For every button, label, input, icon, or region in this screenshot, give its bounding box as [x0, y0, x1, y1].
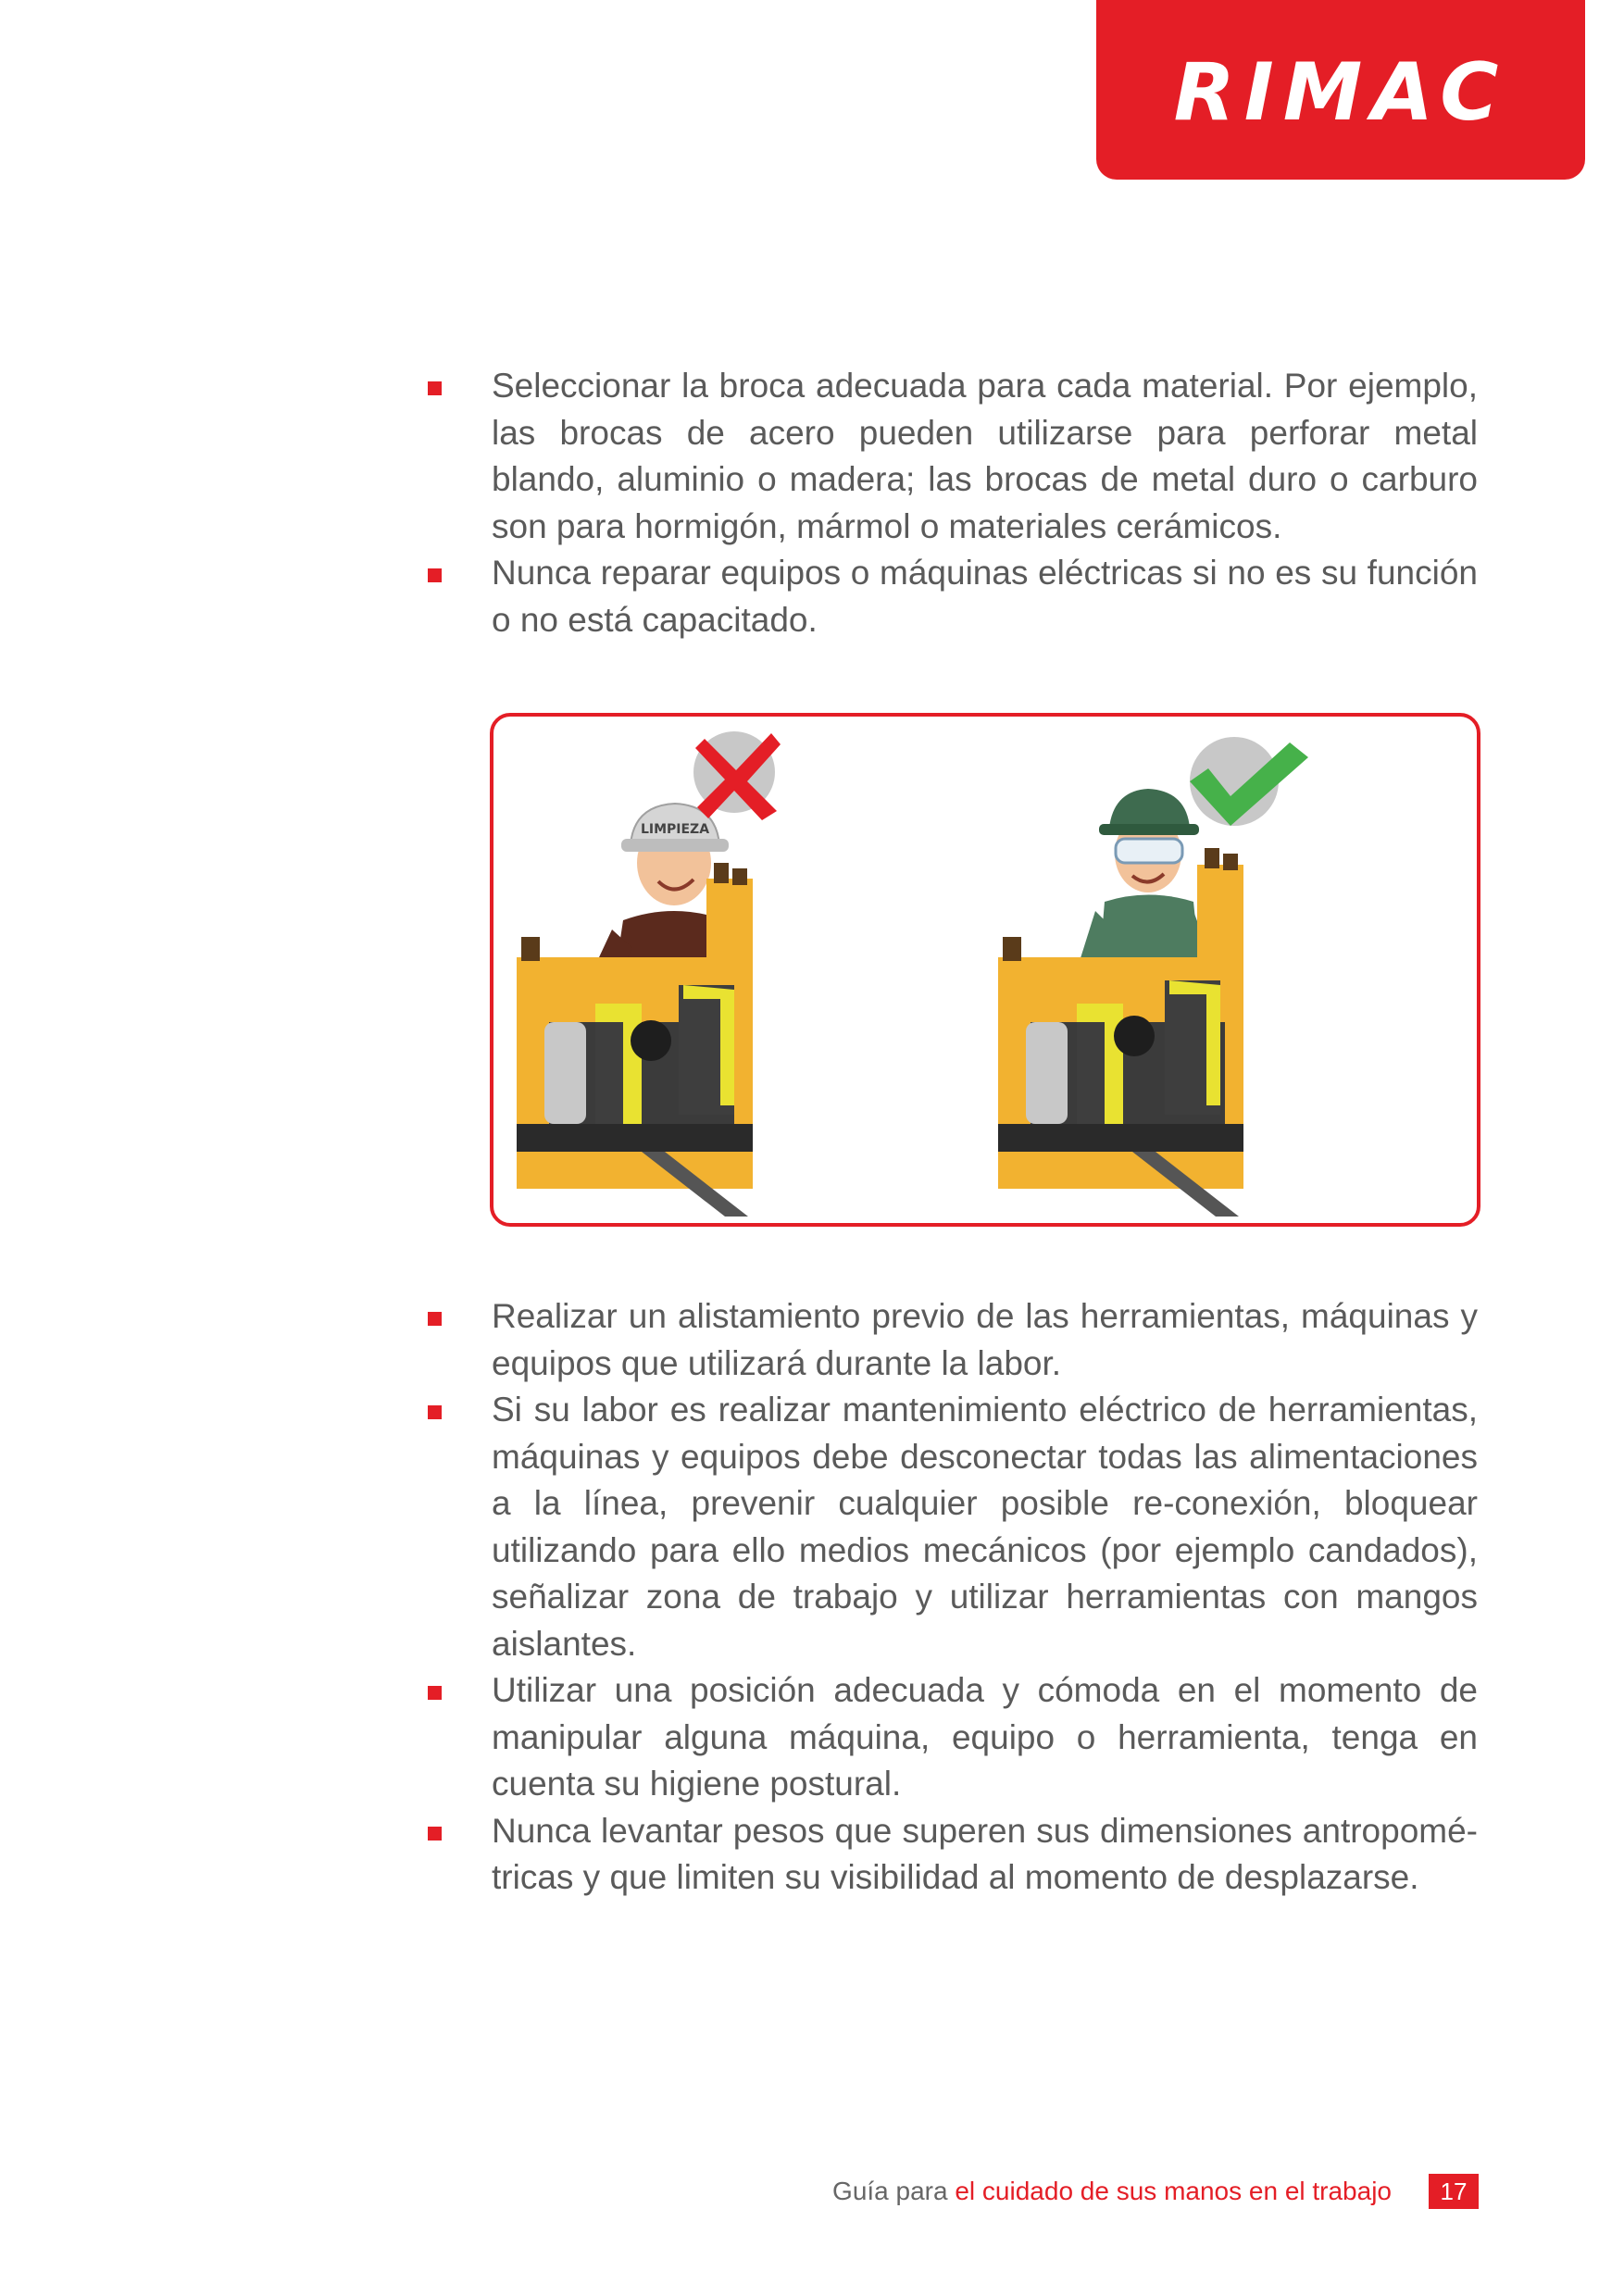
square-bullet-icon: [428, 381, 442, 395]
list-item: Seleccionar la broca adecuada para cada material. Por ejemplo, las brocas de acero pueden utilizarse para perforar metal blando, aluminio o madera; las brocas de metal duro o carburo son para hormigón, mármol o materiales cerámicos.: [424, 363, 1478, 550]
illustration: [493, 717, 1477, 1223]
footer-title: el cuidado de sus manos en el trabajo: [955, 2177, 1392, 2205]
square-bullet-icon: [428, 1405, 442, 1419]
green-check-icon: [1190, 737, 1308, 826]
list-item: Nunca levantar pesos que superen sus dimensiones antropomé-tricas y que limiten su visibilidad al momento de desplazarse.: [424, 1808, 1478, 1902]
bullet-list-bottom: [424, 1293, 1478, 1902]
square-bullet-icon: [428, 1312, 442, 1326]
illustration-frame: [490, 713, 1480, 1227]
list-item: Realizar un alistamiento previo de las herramientas, máquinas y equipos que utilizará durante la labor.: [424, 1293, 1478, 1387]
footer-prefix: Guía para: [832, 2177, 956, 2205]
page-footer: [832, 2174, 1479, 2209]
brand-logo: RIMAC: [1173, 46, 1508, 139]
square-bullet-icon: [428, 1686, 442, 1700]
bullet-list-top: [424, 363, 1478, 643]
wrong-scene: [517, 731, 781, 1217]
right-scene: [998, 737, 1308, 1217]
square-bullet-icon: [428, 1827, 442, 1841]
list-item: Nunca reparar equipos o máquinas eléctricas si no es su función o no está capacitado.: [424, 550, 1478, 643]
page-number: 17: [1429, 2174, 1479, 2209]
red-x-icon: [693, 731, 781, 820]
lathe-machine-left: [517, 863, 753, 1217]
list-item: Utilizar una posición adecuada y cómoda en el momento de manipular alguna máquina, equipo o herramienta, tenga en cuenta su higiene postural.: [424, 1667, 1478, 1808]
cap-label: LIMPIEZA: [640, 822, 710, 837]
square-bullet-icon: [428, 568, 442, 582]
logo-tab: [1096, 0, 1585, 180]
list-item: Si su labor es realizar mantenimiento eléctrico de herramientas, máquinas y equipos debe desconectar todas las alimentaciones a la línea, prevenir cualquier posible re-conexión, bloquear utilizando para ello medios mecánicos (por ejemplo candados), señalizar zona de trabajo y utilizar herramientas con mangos aislantes.: [424, 1387, 1478, 1667]
